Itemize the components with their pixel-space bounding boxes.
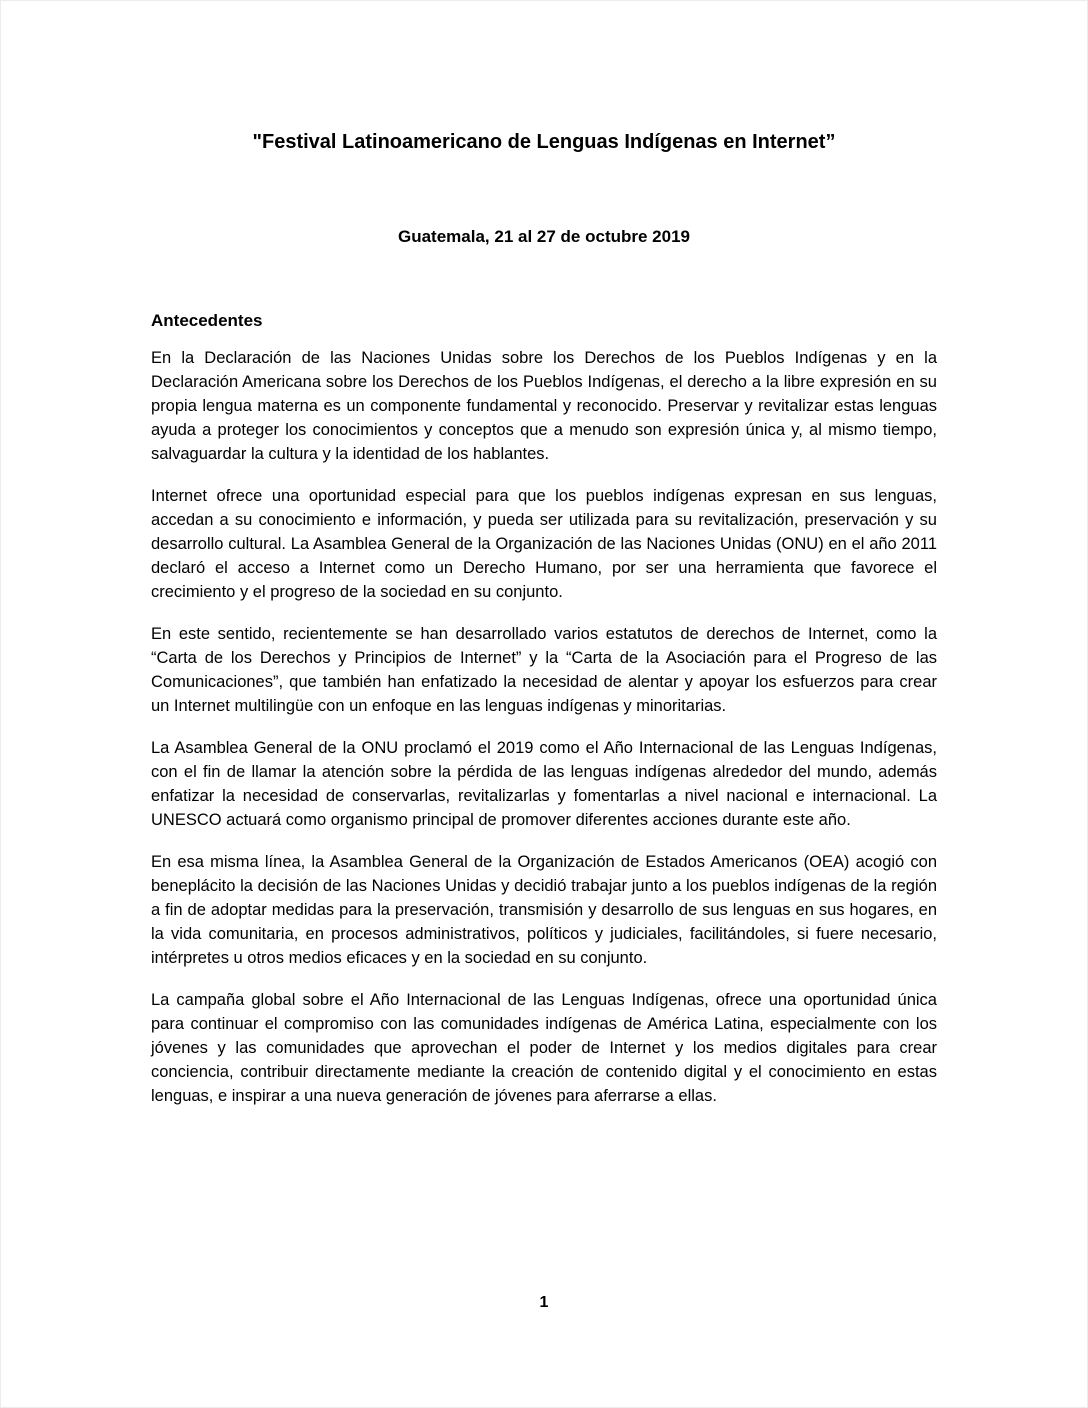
paragraph-2: Internet ofrece una oportunidad especial para que los pueblos indígenas expresan en sus lenguas, accedan a su conocimiento e información, y pueda ser utilizada para su revitalización, preservación y su desarrollo cultural. La Asamblea General de la Organización de las Naciones Unidas (ONU) en el año 2011 declaró el acceso a Internet como un Derecho Humano, por ser una herramienta que favorece el crecimiento y el progreso de la sociedad en su conjunto. bbox=[151, 487, 937, 601]
document-subtitle: Guatemala, 21 al 27 de octubre 2019 bbox=[398, 227, 690, 246]
document-title: "Festival Latinoamericano de Lenguas Indígenas en Internet” bbox=[252, 131, 836, 153]
paragraph-4: La Asamblea General de la ONU proclamó el 2019 como el Año Internacional de las Lenguas Indígenas, con el fin de llamar la atención sobre la pérdida de las lenguas indígenas alrededor del mundo, además enfatizar la necesidad de conservarlas, revitalizarlas y fomentarlas a nivel nacional e internacional. La UNESCO actuará como organismo principal de promover diferentes acciones durante este año. bbox=[151, 739, 937, 829]
section-heading-antecedentes: Antecedentes bbox=[151, 311, 263, 330]
paragraph-1: En la Declaración de las Naciones Unidas sobre los Derechos de los Pueblos Indígenas y en la Declaración Americana sobre los Derechos de los Pueblos Indígenas, el derecho a la libre expresión en su propia lengua materna es un componente fundamental y reconocido. Preservar y revitalizar estas lenguas ayuda a proteger los conocimientos y conceptos que a menudo son expresión única y, al mismo tiempo, salvaguardar la cultura y la identidad de los hablantes. bbox=[151, 349, 937, 463]
document-content bbox=[1, 1, 1087, 1108]
paragraph-5: En esa misma línea, la Asamblea General de la Organización de Estados Americanos (OEA) acogió con beneplácito la decisión de las Naciones Unidas y decidió trabajar junto a los pueblos indígenas de la región a fin de adoptar medidas para la preservación, transmisión y desarrollo de sus lenguas en sus hogares, en la vida comunitaria, en procesos administrativos, políticos y judiciales, facilitándoles, si fuere necesario, intérpretes u otros medios eficaces y en la sociedad en su conjunto. bbox=[151, 853, 937, 967]
paragraph-3: En este sentido, recientemente se han desarrollado varios estatutos de derechos de Internet, como la “Carta de los Derechos y Principios de Internet” y la “Carta de la Asociación para el Progreso de las Comunicaciones”, que también han enfatizado la necesidad de alentar y apoyar los esfuerzos para crear un Internet multilingüe con un enfoque en las lenguas indígenas y minoritarias. bbox=[151, 625, 937, 715]
page-number: 1 bbox=[539, 1294, 549, 1311]
paragraph-6: La campaña global sobre el Año Internacional de las Lenguas Indígenas, ofrece una oportunidad única para continuar el compromiso con las comunidades indígenas de América Latina, especialmente con los jóvenes y las comunidades que aprovechan el poder de Internet y los medios digitales para crear conciencia, contribuir directamente mediante la creación de contenido digital y el conocimiento en estas lenguas, e inspirar a una nueva generación de jóvenes para aferrarse a ellas. bbox=[151, 991, 937, 1105]
